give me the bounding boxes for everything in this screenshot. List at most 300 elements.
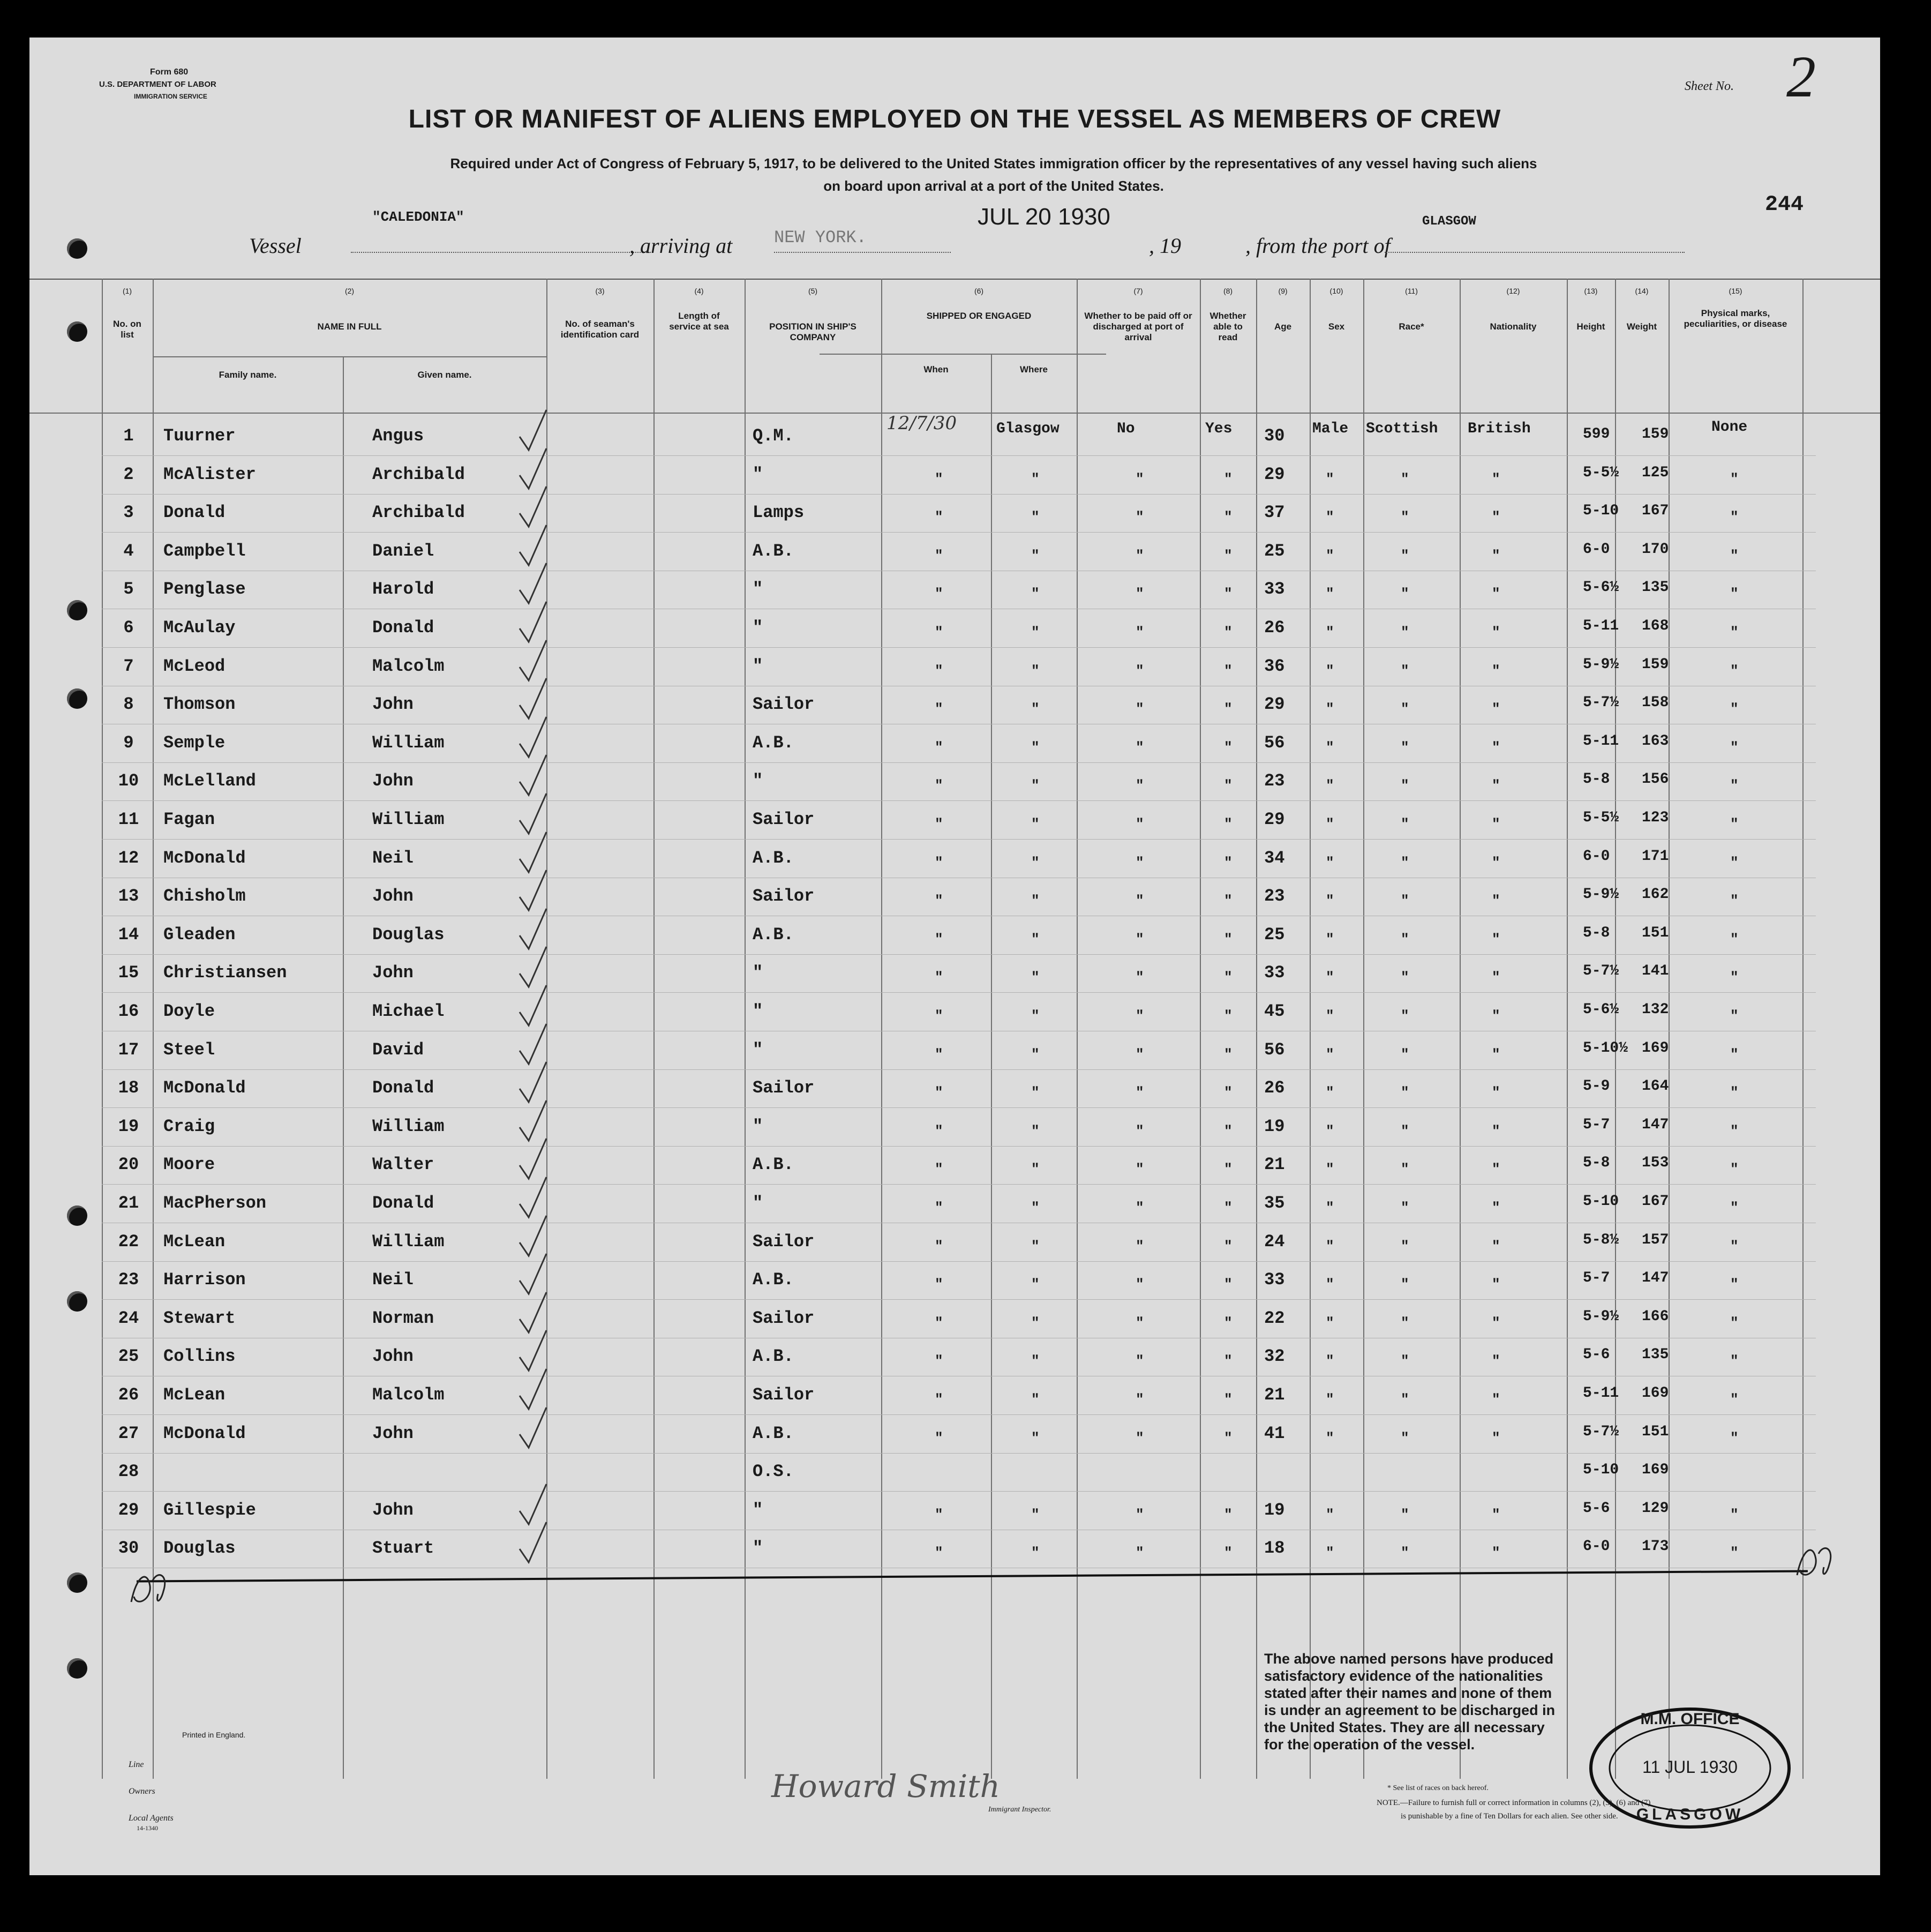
ditto-mark: " — [1492, 1314, 1500, 1331]
colnum-14: (14) — [1635, 287, 1649, 295]
ditto-mark: " — [935, 1122, 943, 1139]
cert-line-3: stated after their names and none of them — [1264, 1685, 1552, 1701]
row-number: 29 — [118, 1500, 139, 1520]
ditto-mark: " — [1224, 470, 1233, 487]
weight: 151 — [1642, 1423, 1669, 1440]
form-number: Form 680 — [150, 68, 189, 77]
ditto-mark: " — [1031, 777, 1040, 794]
ditto-mark: " — [1224, 624, 1233, 640]
colnum-5: (5) — [808, 287, 818, 295]
given-name: William — [372, 810, 445, 829]
ditto-mark: " — [1136, 1545, 1144, 1561]
given-name: Neil — [372, 848, 414, 868]
age: 21 — [1264, 1155, 1285, 1175]
ditto-mark: " — [1730, 816, 1739, 832]
col-divider-7 — [1077, 279, 1078, 1779]
row-number: 5 — [123, 579, 134, 600]
ditto-mark: " — [1730, 1429, 1739, 1446]
first-row-race: Scottish — [1366, 421, 1438, 437]
ditto-mark: " — [1492, 739, 1500, 755]
cert-line-6: for the operation of the vessel. — [1264, 1736, 1475, 1753]
weight: 159 — [1642, 426, 1669, 443]
ditto-mark: " — [1730, 1391, 1739, 1407]
height: 5-8 — [1583, 1155, 1610, 1172]
ditto-mark: " — [1401, 662, 1409, 679]
age: 41 — [1264, 1423, 1285, 1443]
weight: 169 — [1642, 1039, 1669, 1057]
weight: 158 — [1642, 694, 1669, 712]
colnum-2: (2) — [344, 287, 355, 295]
note-line-1: NOTE.—Failure to furnish full or correct information in columns (2), (5), (6) and (7) — [1377, 1799, 1651, 1807]
ditto-mark: " — [1031, 1200, 1040, 1216]
ditto-mark: " — [935, 1046, 943, 1062]
position: A.B. — [753, 1423, 794, 1443]
height: 5-7½ — [1583, 1423, 1619, 1440]
row-number: 9 — [123, 732, 134, 753]
position: A.B. — [753, 732, 794, 753]
given-name: Daniel — [372, 541, 434, 561]
vessel-name: "CALEDONIA" — [372, 209, 464, 225]
agents-code: 14-1340 — [137, 1824, 158, 1832]
weight: 169 — [1642, 1385, 1669, 1402]
age: 33 — [1264, 579, 1285, 600]
ditto-mark: " — [1031, 1046, 1040, 1062]
given-name: Michael — [372, 1001, 445, 1021]
position: " — [753, 771, 763, 791]
checkmark-icon — [517, 1519, 549, 1568]
family-name: Penglase — [163, 579, 246, 600]
ditto-mark: " — [1401, 1161, 1409, 1178]
weight: 129 — [1642, 1500, 1669, 1517]
port-field-line — [774, 252, 951, 253]
family-name: Thomson — [163, 694, 236, 715]
ditto-mark: " — [1136, 1046, 1144, 1062]
row-rule — [102, 647, 1816, 648]
ditto-mark: " — [1401, 969, 1409, 986]
ditto-mark: " — [1326, 1506, 1334, 1523]
position: Sailor — [753, 694, 815, 715]
ditto-mark: " — [1224, 854, 1233, 871]
ditto-mark: " — [1224, 969, 1233, 986]
ditto-mark: " — [1224, 662, 1233, 679]
from-field-line — [1385, 252, 1685, 253]
shipped-subheader-rule — [820, 354, 1106, 355]
hdr-id-card: No. of seaman's identification card — [560, 319, 640, 340]
punch-hole — [67, 1205, 87, 1226]
ditto-mark: " — [1136, 1506, 1144, 1523]
inspector-label: Immigrant Inspector. — [988, 1806, 1051, 1814]
ditto-mark: " — [1136, 893, 1144, 909]
height: 5-7½ — [1583, 694, 1619, 712]
ditto-mark: " — [935, 816, 943, 832]
ditto-mark: " — [1326, 509, 1334, 526]
height: 5-8 — [1583, 771, 1610, 788]
family-name: McLean — [163, 1385, 226, 1405]
ditto-mark: " — [1492, 969, 1500, 986]
ditto-mark: " — [1224, 1161, 1233, 1178]
weight: 147 — [1642, 1270, 1669, 1287]
age: 29 — [1264, 694, 1285, 715]
height: 5-10 — [1583, 1193, 1619, 1210]
position: " — [753, 618, 763, 638]
ditto-mark: " — [1136, 509, 1144, 526]
first-row-read: Yes — [1205, 421, 1233, 437]
stamp-bottom: GLASGOW — [1636, 1806, 1744, 1823]
weight: 153 — [1642, 1155, 1669, 1172]
row-number: 3 — [123, 503, 134, 523]
first-row-where: Glasgow — [996, 421, 1060, 437]
ditto-mark: " — [1730, 1545, 1739, 1561]
position: Lamps — [753, 503, 805, 523]
family-name: McLean — [163, 1231, 226, 1252]
ditto-mark: " — [1401, 893, 1409, 909]
given-name: John — [372, 963, 414, 983]
position: A.B. — [753, 1155, 794, 1175]
ditto-mark: " — [1326, 547, 1334, 564]
age: 25 — [1264, 541, 1285, 561]
row-number: 15 — [118, 963, 139, 983]
ditto-mark: " — [935, 701, 943, 717]
ditto-mark: " — [1401, 624, 1409, 640]
family-name: Steel — [163, 1039, 215, 1060]
ditto-mark: " — [1031, 1238, 1040, 1254]
ditto-mark: " — [1224, 509, 1233, 526]
family-name: Gillespie — [163, 1500, 256, 1520]
row-rule — [102, 1107, 1816, 1108]
ditto-mark: " — [935, 1545, 943, 1561]
ditto-mark: " — [1492, 1122, 1500, 1139]
ditto-mark: " — [1401, 586, 1409, 602]
from-label: , from the port of — [1245, 234, 1391, 258]
ditto-mark: " — [1401, 739, 1409, 755]
col-divider-10 — [1310, 279, 1311, 1779]
note-line-2: is punishable by a fine of Ten Dollars for each alien. See other side. — [1401, 1812, 1618, 1821]
given-name: Donald — [372, 1078, 434, 1098]
height: 6-0 — [1583, 1538, 1610, 1555]
ditto-mark: " — [1401, 816, 1409, 832]
ditto-mark: " — [1492, 624, 1500, 640]
given-name: John — [372, 771, 414, 791]
ditto-mark: " — [1136, 854, 1144, 871]
ditto-mark: " — [1326, 739, 1334, 755]
weight: 163 — [1642, 732, 1669, 750]
position: A.B. — [753, 541, 794, 561]
ditto-mark: " — [1136, 586, 1144, 602]
table-top-rule — [29, 279, 1880, 280]
ditto-mark: " — [1136, 662, 1144, 679]
ditto-mark: " — [1326, 854, 1334, 871]
ditto-mark: " — [1401, 1238, 1409, 1254]
ditto-mark: " — [1136, 816, 1144, 832]
position: A.B. — [753, 848, 794, 868]
row-number: 1 — [123, 426, 134, 446]
weight: 151 — [1642, 924, 1669, 941]
family-name: McAlister — [163, 464, 256, 484]
ditto-mark: " — [1492, 1008, 1500, 1024]
ditto-mark: " — [1730, 470, 1739, 487]
row-number: 7 — [123, 656, 134, 676]
position: " — [753, 1039, 763, 1060]
weight: 135 — [1642, 1346, 1669, 1364]
ditto-mark: " — [1136, 1084, 1144, 1101]
punch-hole — [67, 1291, 87, 1312]
ditto-mark: " — [1730, 1238, 1739, 1254]
ditto-mark: " — [1031, 931, 1040, 947]
family-name: Gleaden — [163, 924, 236, 945]
races-note: * See list of races on back hereof. — [1387, 1784, 1489, 1792]
given-name: Douglas — [372, 924, 445, 945]
row-rule — [102, 1069, 1816, 1070]
family-name: Collins — [163, 1346, 236, 1367]
ditto-mark: " — [1730, 701, 1739, 717]
ditto-mark: " — [1136, 624, 1144, 640]
colnum-7: (7) — [1133, 287, 1143, 295]
age: 45 — [1264, 1001, 1285, 1021]
ditto-mark: " — [1401, 470, 1409, 487]
ditto-mark: " — [1326, 701, 1334, 717]
sheet-label: Sheet No. — [1685, 79, 1734, 93]
family-name: Christiansen — [163, 963, 287, 983]
weight: 164 — [1642, 1078, 1669, 1095]
position: Sailor — [753, 886, 815, 907]
age: 33 — [1264, 1270, 1285, 1290]
given-name: Neil — [372, 1270, 414, 1290]
row-number: 24 — [118, 1308, 139, 1328]
ditto-mark: " — [1136, 969, 1144, 986]
row-number: 8 — [123, 694, 134, 715]
ditto-mark: " — [1730, 1353, 1739, 1369]
age: 30 — [1264, 426, 1285, 446]
position: " — [753, 656, 763, 676]
vessel-label: Vessel — [249, 234, 302, 258]
ditto-mark: " — [935, 893, 943, 909]
ditto-mark: " — [1326, 816, 1334, 832]
ditto-mark: " — [1492, 854, 1500, 871]
ditto-mark: " — [935, 1429, 943, 1446]
ditto-mark: " — [935, 1391, 943, 1407]
ditto-mark: " — [1492, 816, 1500, 832]
family-name: McDonald — [163, 1078, 246, 1098]
hdr-when: When — [923, 364, 949, 375]
ditto-mark: " — [1136, 1276, 1144, 1293]
stamp-top: M.M. OFFICE — [1640, 1710, 1740, 1728]
height: 5-9½ — [1583, 886, 1619, 903]
strike-line — [137, 1570, 1808, 1582]
position: " — [753, 1193, 763, 1213]
row-number: 23 — [118, 1270, 139, 1290]
row-rule — [102, 1414, 1816, 1415]
given-name: John — [372, 1423, 414, 1443]
ditto-mark: " — [1401, 1008, 1409, 1024]
row-number: 21 — [118, 1193, 139, 1213]
certification — [1264, 1650, 1639, 1753]
ditto-mark: " — [1730, 547, 1739, 564]
cert-line-1: The above named persons have produced — [1264, 1651, 1554, 1667]
arrival-port: NEW YORK. — [774, 228, 867, 248]
ditto-mark: " — [1326, 1238, 1334, 1254]
ditto-mark: " — [935, 931, 943, 947]
family-name: Craig — [163, 1116, 215, 1136]
ditto-mark: " — [1326, 893, 1334, 909]
row-rule — [102, 1184, 1816, 1185]
first-row-when: 12/7/30 — [886, 413, 957, 434]
height: 5-8½ — [1583, 1231, 1619, 1248]
subtitle-line-1: Required under Act of Congress of February 5, 1917, to be delivered to the United States immigration officer by the representatives of any vessel having such aliens — [450, 155, 1537, 171]
ditto-mark: " — [1401, 1545, 1409, 1561]
weight: 141 — [1642, 963, 1669, 980]
position: Q.M. — [753, 426, 794, 446]
ditto-mark: " — [1326, 1084, 1334, 1101]
colnum-8: (8) — [1223, 287, 1233, 295]
ditto-mark: " — [1326, 1429, 1334, 1446]
position: Sailor — [753, 1078, 815, 1098]
page-title: LIST OR MANIFEST OF ALIENS EMPLOYED ON THE VESSEL AS MEMBERS OF CREW — [408, 105, 1501, 133]
ditto-mark: " — [1224, 1391, 1233, 1407]
age: 19 — [1264, 1500, 1285, 1520]
ditto-mark: " — [935, 739, 943, 755]
ditto-mark: " — [1031, 969, 1040, 986]
row-rule — [102, 954, 1816, 955]
age: 29 — [1264, 810, 1285, 829]
ditto-mark: " — [1224, 547, 1233, 564]
age: 35 — [1264, 1193, 1285, 1213]
given-name: Norman — [372, 1308, 434, 1328]
age: 56 — [1264, 1039, 1285, 1060]
department: U.S. DEPARTMENT OF LABOR — [99, 80, 216, 89]
ditto-mark: " — [1224, 1046, 1233, 1062]
ditto-mark: " — [1224, 1545, 1233, 1561]
colnum-9: (9) — [1278, 287, 1288, 295]
ditto-mark: " — [1136, 1429, 1144, 1446]
ditto-mark: " — [1492, 931, 1500, 947]
position: Sailor — [753, 810, 815, 829]
ditto-mark: " — [1730, 854, 1739, 871]
from-port: GLASGOW — [1422, 214, 1476, 229]
col-divider-4 — [653, 279, 655, 1779]
age: 24 — [1264, 1231, 1285, 1252]
family-name: Tuurner — [163, 426, 236, 446]
colnum-13: (13) — [1584, 287, 1598, 295]
ditto-mark: " — [1730, 893, 1739, 909]
ditto-mark: " — [935, 1276, 943, 1293]
ditto-mark: " — [1224, 1353, 1233, 1369]
ditto-mark: " — [1224, 1238, 1233, 1254]
ditto-mark: " — [1730, 739, 1739, 755]
given-name: Stuart — [372, 1538, 434, 1559]
given-name: John — [372, 1500, 414, 1520]
height: 5-11 — [1583, 1385, 1619, 1402]
cert-line-2: satisfactory evidence of the nationalities — [1264, 1668, 1543, 1684]
col-divider-6 — [881, 279, 882, 1779]
ditto-mark: " — [1031, 739, 1040, 755]
age: 23 — [1264, 771, 1285, 791]
ditto-mark: " — [1401, 701, 1409, 717]
family-name: McLeod — [163, 656, 226, 676]
ditto-mark: " — [1031, 1391, 1040, 1407]
family-name: MacPherson — [163, 1193, 267, 1213]
ditto-mark: " — [1730, 1161, 1739, 1178]
ditto-mark: " — [1401, 1506, 1409, 1523]
family-name: Chisholm — [163, 886, 246, 907]
row-rule — [102, 839, 1816, 840]
position: Sailor — [753, 1231, 815, 1252]
height: 599 — [1583, 426, 1610, 443]
age: 37 — [1264, 503, 1285, 523]
weight: 168 — [1642, 618, 1669, 634]
ditto-mark: " — [1224, 586, 1233, 602]
hdr-paid-off: Whether to be paid off or discharged at port of arrival — [1084, 311, 1192, 342]
age: 21 — [1264, 1385, 1285, 1405]
ditto-mark: " — [1730, 969, 1739, 986]
height: 6-0 — [1583, 848, 1610, 865]
ditto-mark: " — [1730, 1122, 1739, 1139]
ditto-mark: " — [935, 1008, 943, 1024]
ditto-mark: " — [1492, 1429, 1500, 1446]
height: 5-6 — [1583, 1346, 1610, 1364]
ditto-mark: " — [1031, 1429, 1040, 1446]
ditto-mark: " — [935, 1314, 943, 1331]
row-number: 25 — [118, 1346, 139, 1367]
row-number: 16 — [118, 1001, 139, 1021]
ditto-mark: " — [1326, 777, 1334, 794]
ditto-mark: " — [1730, 1084, 1739, 1101]
col-divider-12 — [1460, 279, 1461, 1779]
weight: 123 — [1642, 810, 1669, 826]
height: 5-5½ — [1583, 464, 1619, 481]
ditto-mark: " — [1401, 1084, 1409, 1101]
weight: 147 — [1642, 1116, 1669, 1133]
given-name: William — [372, 1231, 445, 1252]
ditto-mark: " — [1730, 509, 1739, 526]
inspector-signature: Howard Smith — [771, 1768, 1000, 1804]
ditto-mark: " — [1492, 1353, 1500, 1369]
ditto-mark: " — [1492, 509, 1500, 526]
ditto-mark: " — [1492, 1545, 1500, 1561]
stamp-date: 11 JUL 1930 — [1642, 1757, 1738, 1777]
weight: 171 — [1642, 848, 1669, 865]
ditto-mark: " — [935, 662, 943, 679]
hdr-given-name: Given name. — [417, 370, 472, 380]
age: 29 — [1264, 464, 1285, 484]
ditto-mark: " — [1031, 509, 1040, 526]
position: " — [753, 1500, 763, 1520]
ditto-mark: " — [1224, 816, 1233, 832]
ditto-mark: " — [935, 777, 943, 794]
row-rule — [102, 1261, 1816, 1262]
given-name: Donald — [372, 618, 434, 638]
ditto-mark: " — [1730, 586, 1739, 602]
weight: 167 — [1642, 1193, 1669, 1210]
hdr-no-on-list: No. on list — [113, 319, 141, 340]
ditto-mark: " — [1031, 1122, 1040, 1139]
position: A.B. — [753, 1346, 794, 1367]
weight: 159 — [1642, 656, 1669, 673]
ditto-mark: " — [1730, 662, 1739, 679]
ditto-mark: " — [1326, 470, 1334, 487]
hdr-shipped: SHIPPED OR ENGAGED — [926, 311, 1032, 321]
ditto-mark: " — [1401, 509, 1409, 526]
vessel-field-line — [351, 252, 651, 253]
ditto-mark: " — [1401, 931, 1409, 947]
given-name: Harold — [372, 579, 434, 600]
ditto-mark: " — [1224, 1506, 1233, 1523]
position: O.S. — [753, 1462, 794, 1482]
ditto-mark: " — [1492, 701, 1500, 717]
family-name: McAulay — [163, 618, 236, 638]
height: 5-6½ — [1583, 579, 1619, 596]
ditto-mark: " — [1492, 586, 1500, 602]
hdr-able-to-read: Whether able to read — [1209, 311, 1246, 342]
